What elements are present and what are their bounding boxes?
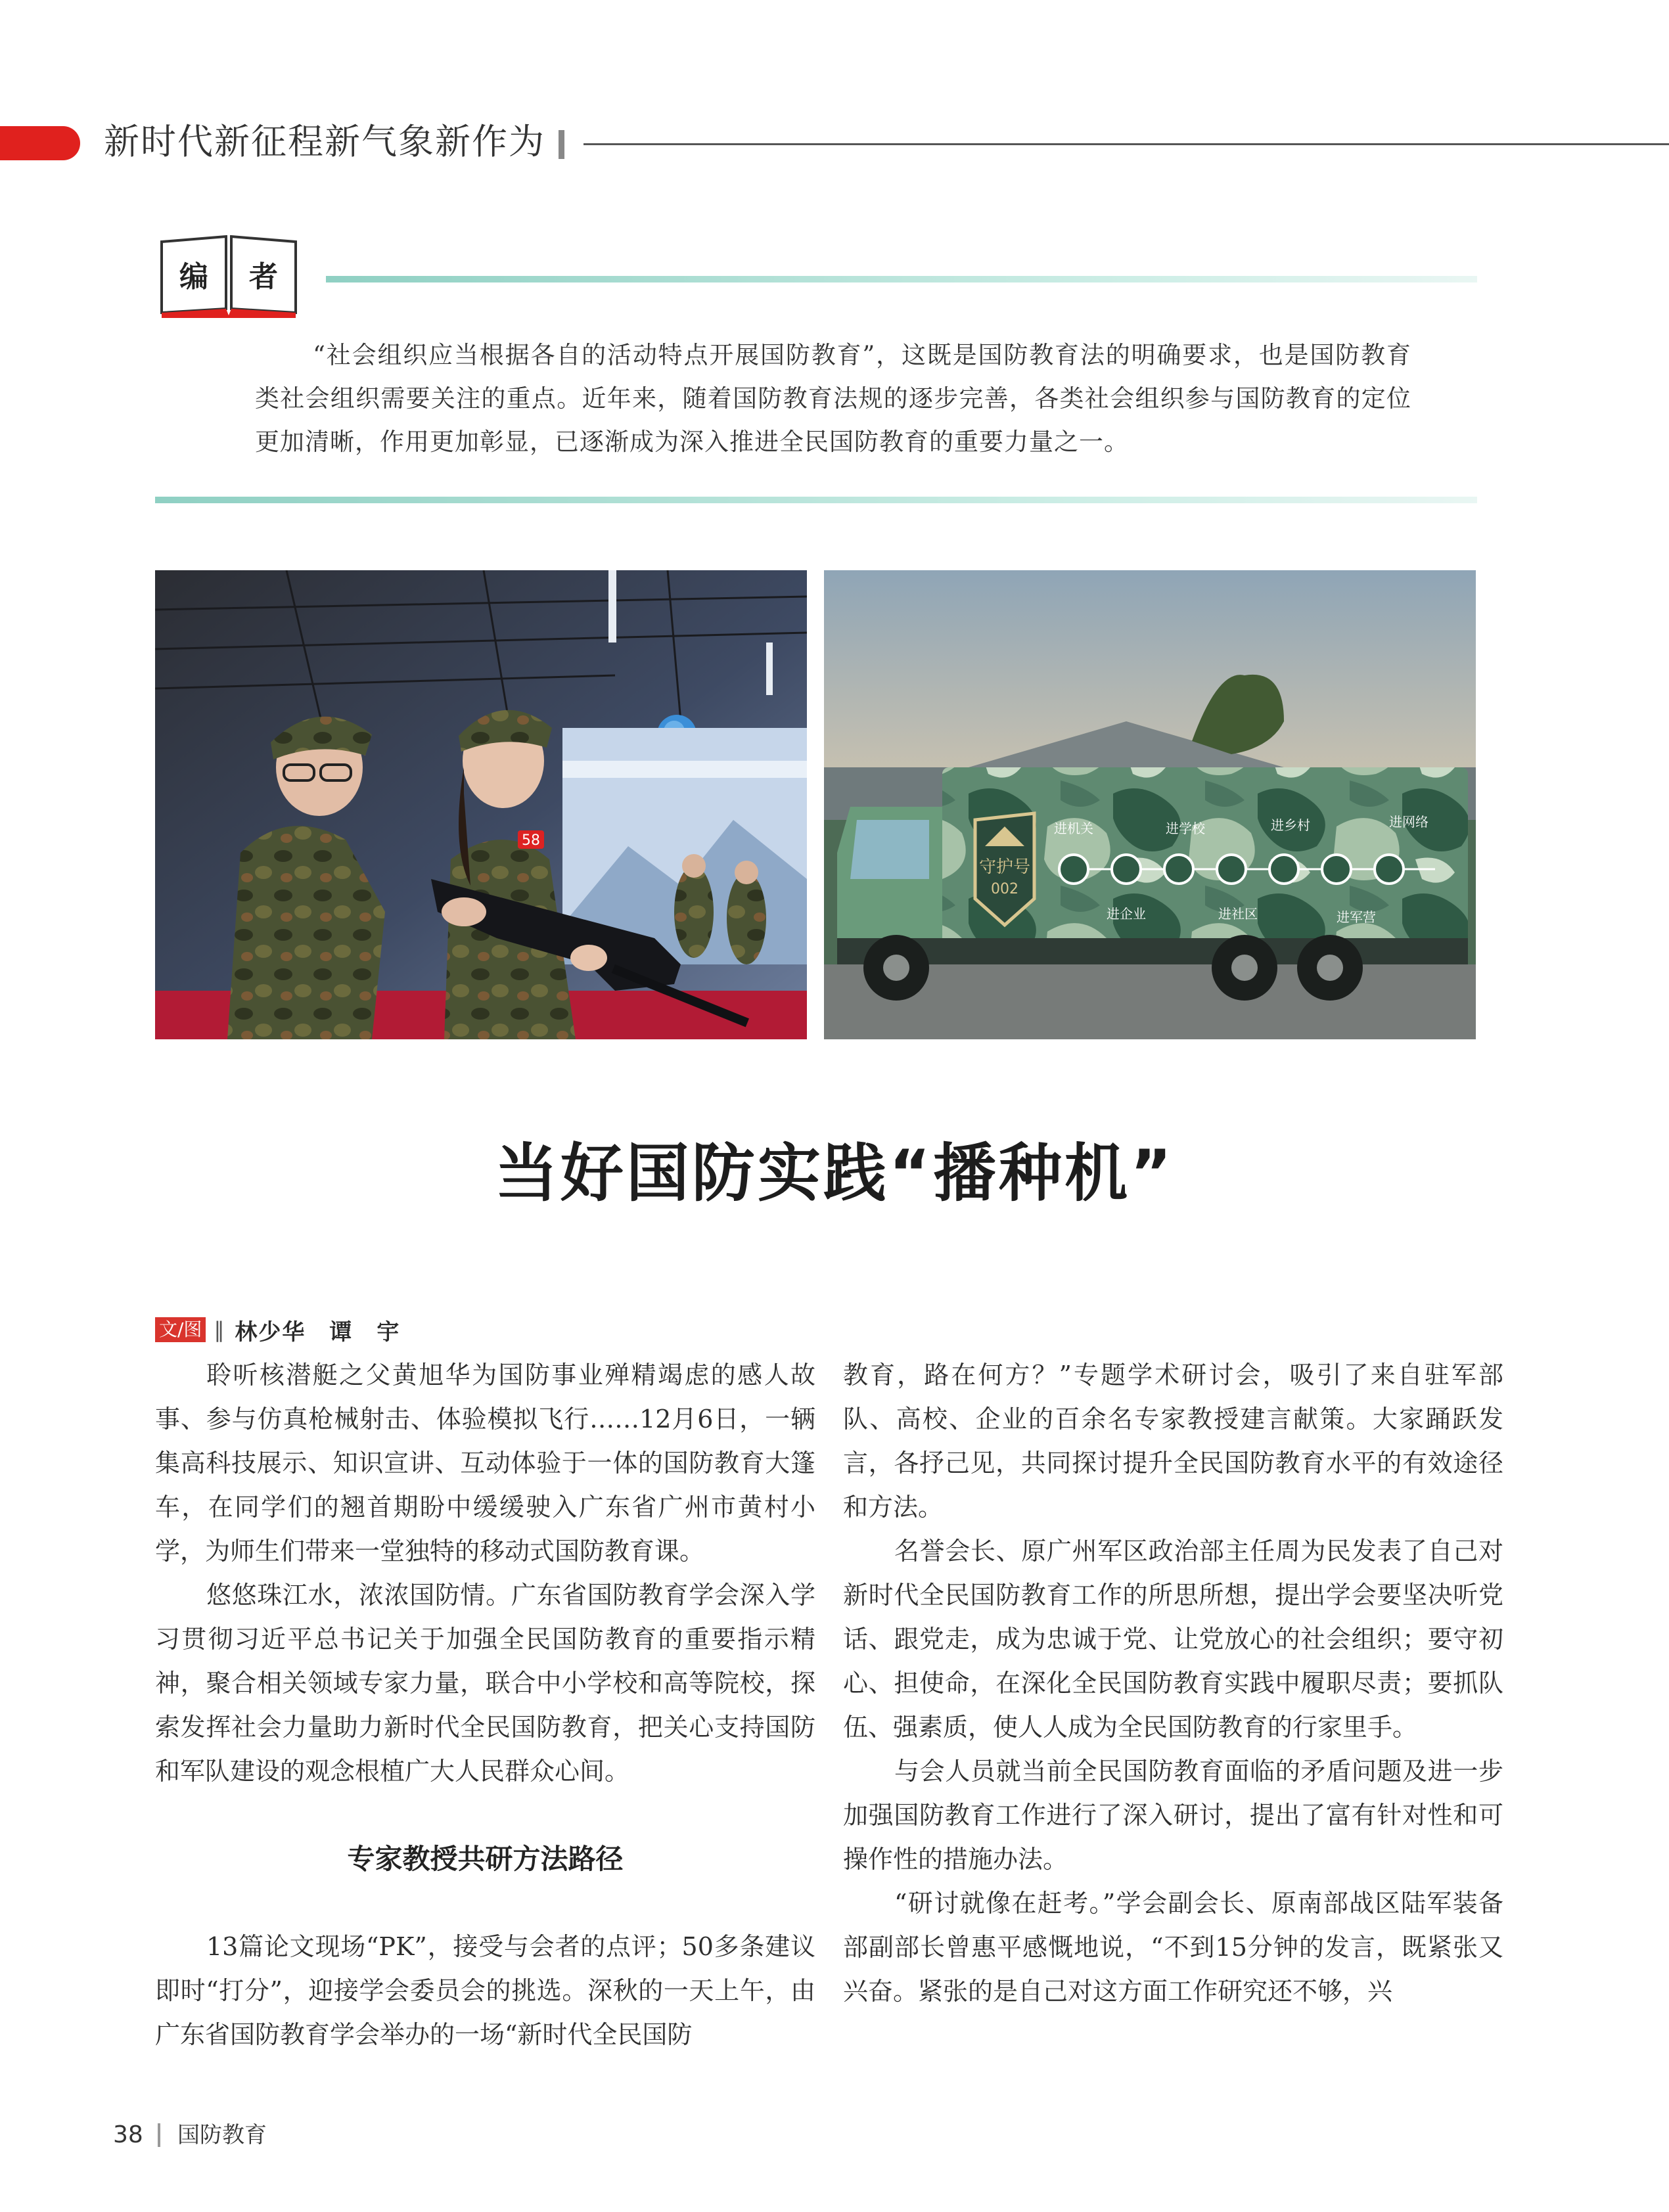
page-number: 38 (113, 2121, 143, 2148)
truck-route-label: 进机关 (1054, 821, 1093, 836)
truck-route-label: 进学校 (1166, 821, 1205, 836)
byline-tag: 文/图 (155, 1317, 206, 1342)
body-paragraph: “研讨就像在赶考。”学会副会长、原南部战区陆军装备部副部长曾惠平感慨地说，“不到15分钟的发言，既紧张又兴奋。紧张的是自己对这方面工作研究还不够，兴 (843, 1889, 1503, 2006)
truck-route-label: 进网络 (1389, 814, 1429, 830)
editor-note-top-rule (326, 276, 1477, 282)
truck-route-label: 进企业 (1107, 906, 1146, 922)
truck-route-label: 进社区 (1218, 906, 1258, 922)
article-column-right (843, 1353, 1503, 2014)
article-column-left-bottom (155, 1925, 815, 2057)
body-paragraph: 悠悠珠江水，浓浓国防情。广东省国防教育学会深入学习贯彻习近平总书记关于加强全民国防教育的重要指示精神，聚合相关领域专家力量，联合中小学校和高等院校，探索发挥社会力量助力新时代全民国防教育，把关心支持国防和军队建设的观念根植广大人民群众心间。 (155, 1581, 815, 1786)
truck-logo-number: 002 (991, 881, 1018, 897)
body-paragraph-continuation: 教育，路在何方？”专题学术研讨会，吸引了来自驻军部队、高校、企业的百余名专家教授建言献策。大家踊跃发言，各抒己见，共同探讨提升全民国防教育水平的有效途径和方法。 (843, 1361, 1503, 1522)
editor-note-text: “社会组织应当根据各自的活动特点开展国防教育”，这既是国防教育法的明确要求，也是国防教育类社会组织需要关注的重点。近年来，随着国防教育法规的逐步完善，各类社会组织参与国防教育的定位更加清晰，作用更加彰显，已逐渐成为深入推进全民国防教育的重要力量之一。 (255, 341, 1411, 456)
editor-note-badge (158, 235, 300, 319)
editor-badge-right-char: 者 (249, 260, 278, 294)
section-title-bar (559, 130, 564, 159)
editor-note-bottom-rule (155, 497, 1477, 503)
body-paragraph: 13篇论文现场“PK”，接受与会者的点评；50多条建议即时“打分”，迎接学会委员会的挑选。深秋的一天上午，由广东省国防教育学会举办的一场“新时代全民国防 (155, 1932, 815, 2049)
magazine-name: 国防教育 (177, 2122, 267, 2148)
article-subheading: 专家教授共研方法路径 (347, 1843, 624, 1875)
photo-education-truck (824, 570, 1476, 1039)
article-title: 当好国防实践“播种机” (494, 1137, 1175, 1210)
truck-route-label: 进乡村 (1271, 817, 1310, 833)
jersey-number-tag: 58 (522, 832, 540, 849)
byline (155, 1315, 400, 1344)
article-column-left-top (155, 1353, 815, 1794)
editor-badge-left-char: 编 (179, 260, 208, 294)
body-paragraph: 名誉会长、原广州军区政治部主任周为民发表了自己对新时代全民国防教育工作的所思所想，提出学会要坚决听党话、跟党走，成为忠诚于党、让党放心的社会组织；要守初心、担使命，在深化全民国防教育实践中履职尽责；要抓队伍、强素质，使人人成为全民国防教育的行家里手。 (843, 1537, 1503, 1742)
truck-route-label: 进军营 (1337, 909, 1376, 925)
section-title: 新时代新征程新气象新作为 (104, 121, 545, 162)
header-rule (583, 143, 1669, 145)
truck-logo-text: 守护号 (978, 857, 1031, 877)
byline-authors: 林少华 谭 宇 (235, 1319, 401, 1345)
byline-separator: ‖ (214, 1317, 225, 1342)
body-paragraph: 与会人员就当前全民国防教育面临的矛盾问题及进一步加强国防教育工作进行了深入研讨，提出了富有针对性和可操作性的措施办法。 (843, 1757, 1503, 1874)
section-red-tab (0, 126, 80, 160)
photo-students-rifle (155, 570, 807, 1039)
body-paragraph: 聆听核潜艇之父黄旭华为国防事业殚精竭虑的感人故事、参与仿真枪械射击、体验模拟飞行……12月6日，一辆集高科技展示、知识宣讲、互动体验于一体的国防教育大篷车，在同学们的翘首期盼中缓缓驶入广东省广州市黄村小学，为师生们带来一堂独特的移动式国防教育课。 (155, 1361, 815, 1566)
footer-divider (158, 2123, 160, 2147)
